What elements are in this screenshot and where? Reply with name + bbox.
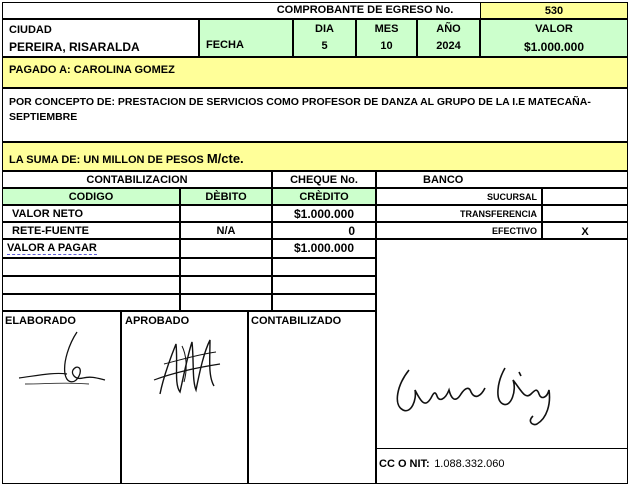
empty-cell bbox=[2, 276, 180, 294]
empty-cell bbox=[272, 258, 376, 276]
cash-cell bbox=[376, 222, 542, 239]
empty-cell bbox=[180, 258, 272, 276]
city-value: PEREIRA, RISARALDA bbox=[9, 40, 140, 54]
date-label-cell bbox=[199, 19, 293, 57]
id-line bbox=[379, 454, 505, 472]
concept-line-1: POR CONCEPTO DE: PRESTACION DE SERVICIOS COMO PROFESOR DE DANZA AL GRUPO DE LA I.E MATECAÑA- bbox=[9, 96, 591, 108]
row-debit bbox=[180, 222, 272, 239]
empty-cell bbox=[180, 276, 272, 294]
row-credit-value: $1.000.000 bbox=[293, 241, 355, 255]
row-credit bbox=[272, 205, 376, 222]
accounted-box bbox=[248, 311, 376, 484]
beneficiary-signature bbox=[387, 360, 567, 430]
row-credit-value: 0 bbox=[348, 224, 355, 238]
row-code-text: VALOR A PAGAR bbox=[7, 242, 97, 254]
prepared-signature bbox=[5, 326, 115, 396]
month-cell bbox=[356, 19, 417, 57]
cash-mark: X bbox=[581, 226, 589, 238]
prepared-label: ELABORADO bbox=[5, 315, 76, 327]
month-value: 10 bbox=[380, 40, 393, 52]
cheque-cell bbox=[272, 171, 376, 188]
table-row bbox=[2, 205, 180, 222]
sum-words-text: LA SUMA DE: UN MILLON DE PESOS bbox=[9, 154, 207, 166]
accounting-title-cell bbox=[2, 171, 272, 188]
row-code bbox=[7, 243, 97, 254]
row-credit bbox=[272, 222, 376, 239]
table-row bbox=[2, 239, 180, 258]
sum-words-suffix: M/cte. bbox=[206, 151, 244, 166]
sucursal-label: SUCURSAL bbox=[486, 192, 537, 202]
transfer-value bbox=[542, 205, 628, 222]
beneficiary-signature-box bbox=[376, 239, 628, 449]
row-credit bbox=[272, 239, 376, 258]
accounted-label: CONTABILIZADO bbox=[251, 315, 342, 327]
day-cell bbox=[293, 19, 356, 57]
cash-label: EFECTIVO bbox=[491, 226, 537, 236]
col-code-label: CODIGO bbox=[68, 191, 114, 203]
bank-cell bbox=[376, 171, 628, 188]
amount-cell bbox=[480, 19, 628, 57]
sucursal-cell bbox=[376, 188, 542, 205]
city-cell bbox=[2, 19, 199, 57]
day-value: 5 bbox=[321, 40, 328, 52]
row-debit-value: N/A bbox=[216, 225, 236, 237]
concept-line-2: SEPTIEMBRE bbox=[9, 111, 78, 123]
empty-cell bbox=[272, 294, 376, 311]
year-label: AÑO bbox=[436, 23, 461, 35]
approved-signature bbox=[124, 324, 244, 414]
empty-cell bbox=[272, 276, 376, 294]
bank-label: BANCO bbox=[423, 174, 464, 186]
sucursal-value bbox=[542, 188, 628, 205]
amount-label: VALOR bbox=[535, 23, 573, 35]
cash-value-cell bbox=[542, 222, 628, 239]
paid-to: PAGADO A: CAROLINA GOMEZ bbox=[9, 64, 175, 76]
year-cell bbox=[417, 19, 480, 57]
empty-cell bbox=[180, 294, 272, 311]
form-title: COMPROBANTE DE EGRESO No. bbox=[276, 4, 454, 16]
id-cell bbox=[376, 449, 628, 484]
accounting-title: CONTABILIZACION bbox=[86, 174, 188, 186]
col-debit-header bbox=[180, 188, 272, 205]
amount-value: $1.000.000 bbox=[523, 40, 585, 54]
empty-cell bbox=[2, 294, 180, 311]
year-value: 2024 bbox=[436, 40, 461, 52]
sum-words-row bbox=[2, 142, 628, 171]
col-code-header bbox=[2, 188, 180, 205]
transfer-cell bbox=[376, 205, 542, 222]
date-label: FECHA bbox=[206, 39, 244, 51]
city-label: CIUDAD bbox=[9, 24, 52, 36]
col-credit-label: CRÈDITO bbox=[299, 191, 349, 203]
table-row bbox=[2, 222, 180, 239]
row-code: RETE-FUENTE bbox=[12, 225, 89, 237]
sum-words bbox=[9, 150, 244, 168]
row-credit-value: $1.000.000 bbox=[293, 207, 355, 221]
concept-row bbox=[2, 88, 628, 142]
transfer-label: TRANSFERENCIA bbox=[459, 209, 537, 219]
cheque-label: CHEQUE No. bbox=[290, 174, 358, 186]
approved-box bbox=[121, 311, 248, 484]
row-debit bbox=[180, 239, 272, 258]
col-credit-header bbox=[272, 188, 376, 205]
id-value: 1.088.332.060 bbox=[434, 458, 505, 470]
approved-label: APROBADO bbox=[125, 315, 190, 327]
voucher-number: 530 bbox=[480, 2, 628, 19]
row-code: VALOR NETO bbox=[12, 208, 84, 220]
day-label: DIA bbox=[315, 23, 334, 35]
prepared-box bbox=[2, 311, 121, 484]
col-debit-label: DÈBITO bbox=[205, 191, 247, 203]
paid-to-row bbox=[2, 57, 628, 88]
id-label: CC O NIT: bbox=[379, 458, 430, 470]
empty-cell bbox=[2, 258, 180, 276]
month-label: MES bbox=[374, 23, 399, 35]
row-debit bbox=[180, 205, 272, 222]
